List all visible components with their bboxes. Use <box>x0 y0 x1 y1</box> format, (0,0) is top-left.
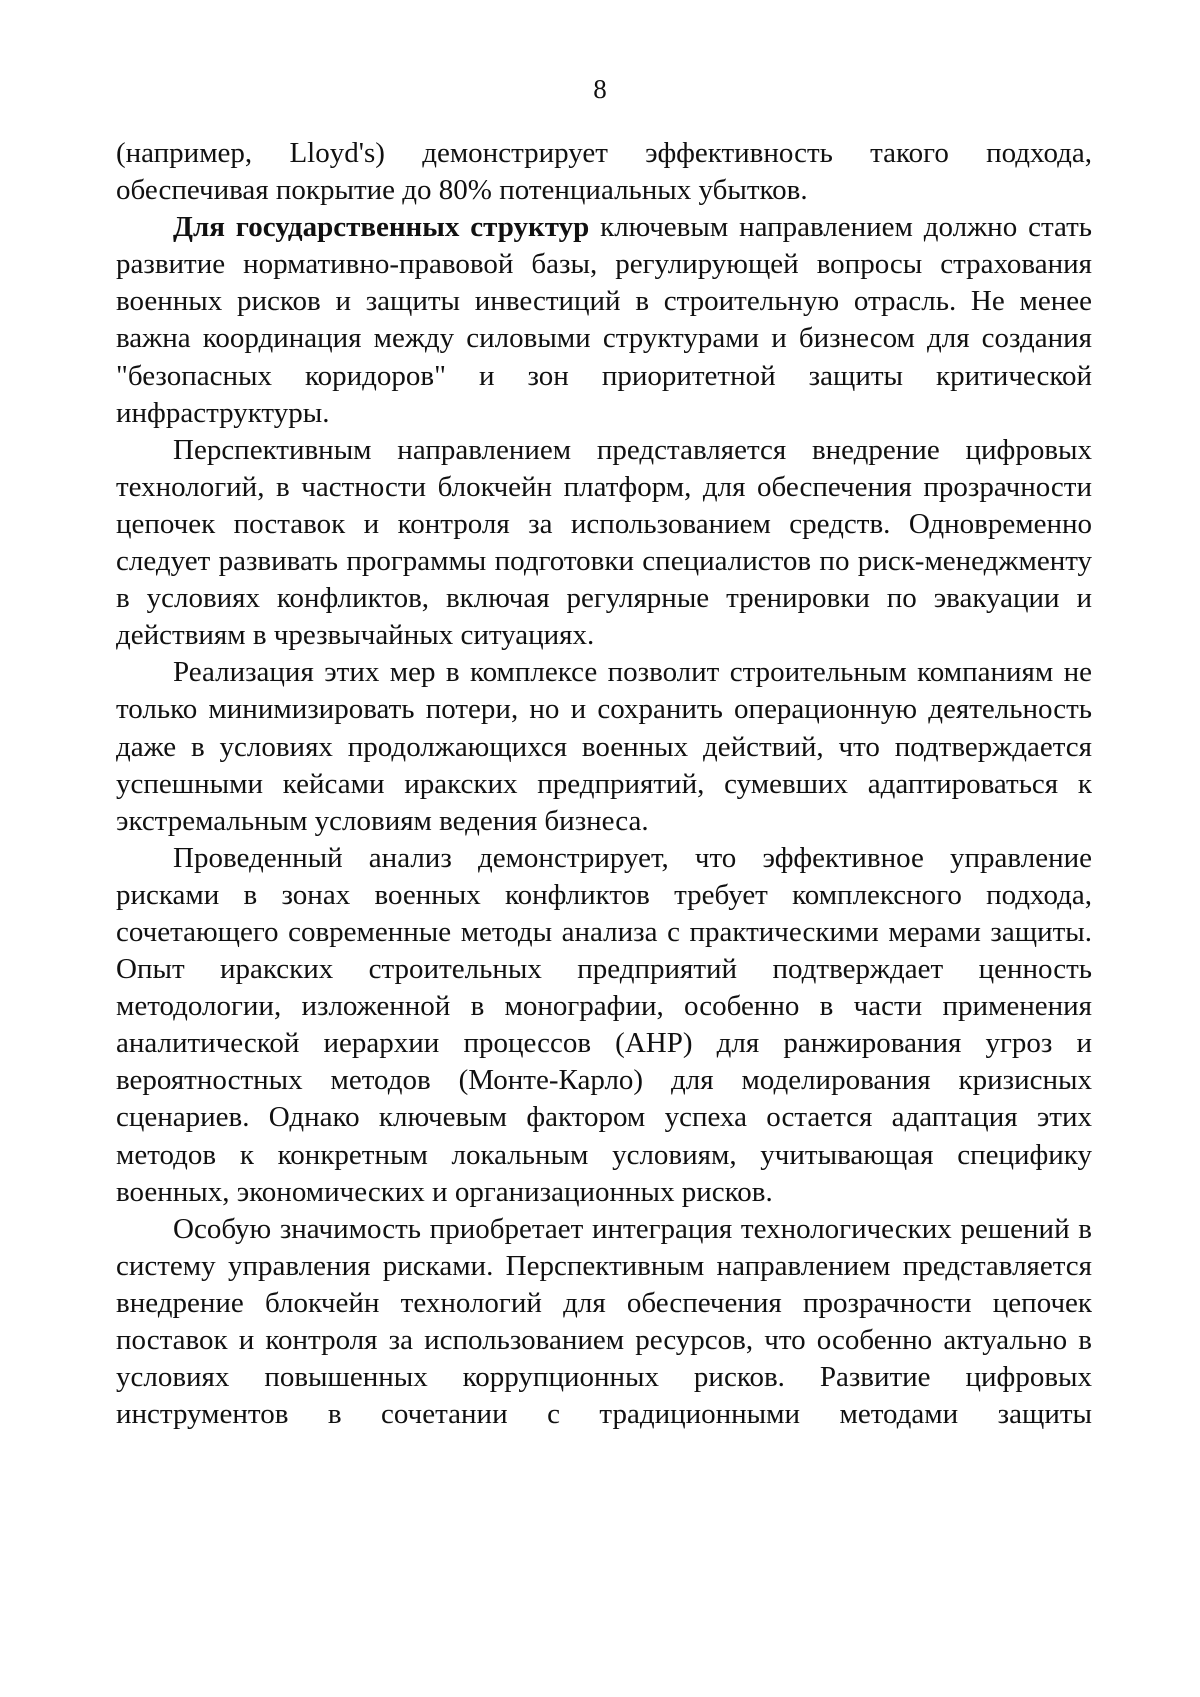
paragraph-2 <box>116 209 1092 432</box>
paragraph-6: Особую значимость приобретает интеграция технологических решений в систему управления рисками. Перспективным направлением представляется внедрение блокчейн технологий для обеспечения прозрачности цепочек поставок и контроля за использованием ресурсов, что особенно актуально в условиях повышенных коррупционных рисков. Развитие цифровых инструментов в сочетании с традиционными методами защиты <box>116 1212 1092 1431</box>
paragraph-2-bold-lead: Для государственных структур <box>173 211 590 244</box>
paragraph-4: Реализация этих мер в комплексе позволит строительным компаниям не только минимизировать потери, но и сохранить операционную деятельность даже в условиях продолжающихся военных действий, что подтверждается успешными кейсами иракских предприятий, сумевших адаптироваться к экстремальным условиям ведения бизнеса. <box>116 656 1092 837</box>
paragraph-2-text: ключевым направлением должно стать развитие нормативно-правовой базы, регулирующей вопросы страхования военных рисков и защиты инвестиций в строительную отрасль. Не менее важна координация между силовыми структурами и бизнесом для создания "безопасных коридоров" и зон приоритетной защиты критической инфраструктуры. <box>116 211 1092 429</box>
body-text <box>116 135 1092 1433</box>
paragraph-5: Проведенный анализ демонстрирует, что эффективное управление рисками в зонах военных конфликтов требует комплексного подхода, сочетающего современные методы анализа с практическими мерами защиты. Опыт иракских строительных предприятий подтверждает ценность методологии, изложенной в монографии, особенно в части применения аналитической иерархии процессов (AHP) для ранжирования угроз и вероятностных методов (Монте-Карло) для моделирования кризисных сценариев. Однако ключевым фактором успеха остается адаптация этих методов к конкретным локальным условиям, учитывающая специфику военных, экономических и организационных рисков. <box>116 841 1092 1208</box>
paragraph-3: Перспективным направлением представляется внедрение цифровых технологий, в частности блокчейн платформ, для обеспечения прозрачности цепочек поставок и контроля за использованием средств. Одновременно следует развивать программы подготовки специалистов по риск-менеджменту в условиях конфликтов, включая регулярные тренировки по эвакуации и действиям в чрезвычайных ситуациях. <box>116 433 1092 652</box>
paragraph-1: (например, Lloyd's) демонстрирует эффективность такого подхода, обеспечивая покрытие до 80% потенциальных убытков. <box>116 137 1092 207</box>
page-number: 8 <box>593 74 607 104</box>
